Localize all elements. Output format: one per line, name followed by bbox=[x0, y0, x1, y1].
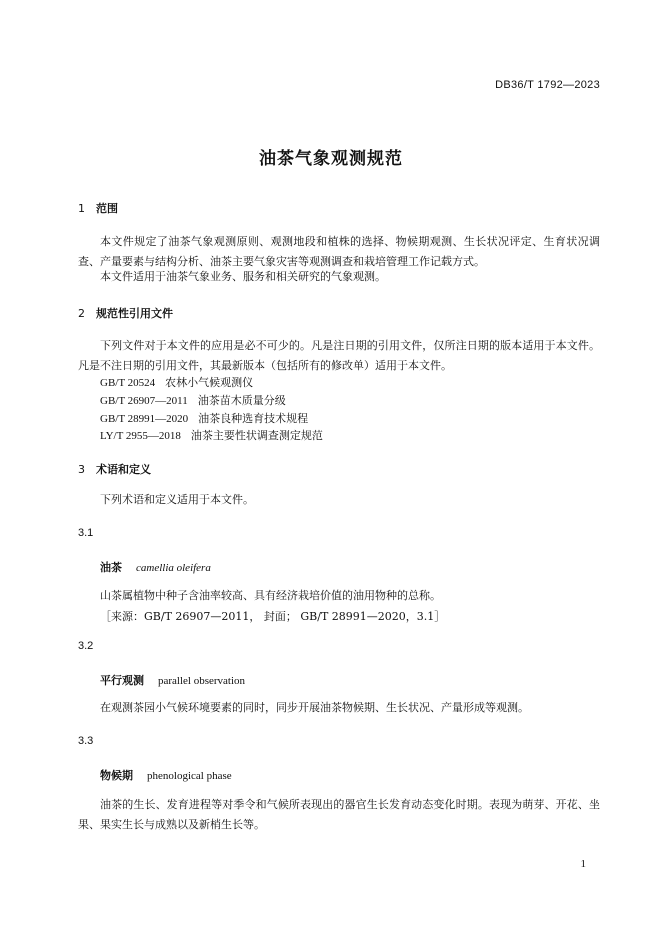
reference-name: 农林小气候观测仪 bbox=[165, 376, 254, 389]
term-english: camellia oleifera bbox=[136, 562, 211, 574]
reference-code: LY/T 2955—2018 bbox=[100, 430, 181, 442]
term-source: ［来源：GB/T 26907—2011， 封面； GB/T 28991—2020，3.1］ bbox=[100, 610, 446, 623]
page-number: 1 bbox=[580, 858, 586, 870]
term-number: 3.3 bbox=[78, 735, 94, 747]
section-2-heading bbox=[78, 305, 173, 321]
reference-item bbox=[100, 410, 308, 426]
term-heading bbox=[100, 767, 232, 783]
reference-name: 油茶主要性状调查测定规范 bbox=[190, 429, 323, 442]
section-title: 范围 bbox=[96, 202, 118, 215]
section-title: 规范性引用文件 bbox=[96, 307, 173, 320]
section-1-heading bbox=[78, 200, 118, 216]
section-1-paragraph-1: 本文件规定了油茶气象观测原则、观测地段和植株的选择、物候期观测、生长状况评定、生育状况调查、产量要素与结构分析、油茶主要气象灾害等观测调查和栽培管理工作记载方式。 bbox=[78, 235, 600, 268]
term-chinese: 平行观测 bbox=[100, 674, 144, 687]
term-definition: 油茶的生长、发育进程等对季令和气候所表现出的器官生长发育动态变化时期。表现为萌芽、开花、坐果、果实生长与成熟以及新梢生长等。 bbox=[78, 798, 600, 831]
section-title: 术语和定义 bbox=[96, 463, 151, 476]
section-2-paragraph: 下列文件对于本文件的应用是必不可少的。凡是注日期的引用文件，仅所注日期的版本适用于本文件。凡是不注日期的引用文件，其最新版本（包括所有的修改单）适用于本文件。 bbox=[78, 339, 600, 372]
term-english: parallel observation bbox=[158, 675, 246, 687]
section-3-heading bbox=[78, 461, 151, 477]
term-number: 3.2 bbox=[78, 640, 94, 652]
term-definition: 在观测茶园小气候环境要素的同时，同步开展油茶物候期、生长状况、产量形成等观测。 bbox=[100, 701, 529, 714]
section-number: 2 bbox=[78, 307, 85, 320]
document-title: 油茶气象观测规范 bbox=[259, 149, 403, 169]
section-3-paragraph: 下列术语和定义适用于本文件。 bbox=[100, 493, 254, 506]
term-english: phenological phase bbox=[147, 770, 232, 782]
standard-number: DB36/T 1792—2023 bbox=[495, 79, 600, 91]
term-chinese: 油茶 bbox=[100, 561, 122, 574]
term-definition: 山茶属植物中种子含油率较高、具有经济栽培价值的油用物种的总称。 bbox=[100, 589, 441, 602]
reference-item bbox=[100, 374, 253, 390]
section-1-paragraph-2: 本文件适用于油茶气象业务、服务和相关研究的气象观测。 bbox=[100, 270, 386, 283]
reference-name: 油茶良种选育技术规程 bbox=[198, 412, 309, 425]
reference-item bbox=[100, 427, 323, 443]
term-heading bbox=[100, 672, 245, 688]
reference-code: GB/T 20524 bbox=[100, 377, 156, 389]
reference-item bbox=[100, 392, 286, 408]
section-number: 3 bbox=[78, 463, 85, 476]
reference-name: 油茶苗木质量分级 bbox=[197, 394, 286, 407]
term-chinese: 物候期 bbox=[100, 769, 133, 782]
term-heading bbox=[100, 559, 211, 575]
reference-code: GB/T 28991—2020 bbox=[100, 413, 189, 425]
reference-code: GB/T 26907—2011 bbox=[100, 395, 188, 407]
term-number: 3.1 bbox=[78, 527, 94, 539]
section-number: 1 bbox=[78, 202, 85, 215]
